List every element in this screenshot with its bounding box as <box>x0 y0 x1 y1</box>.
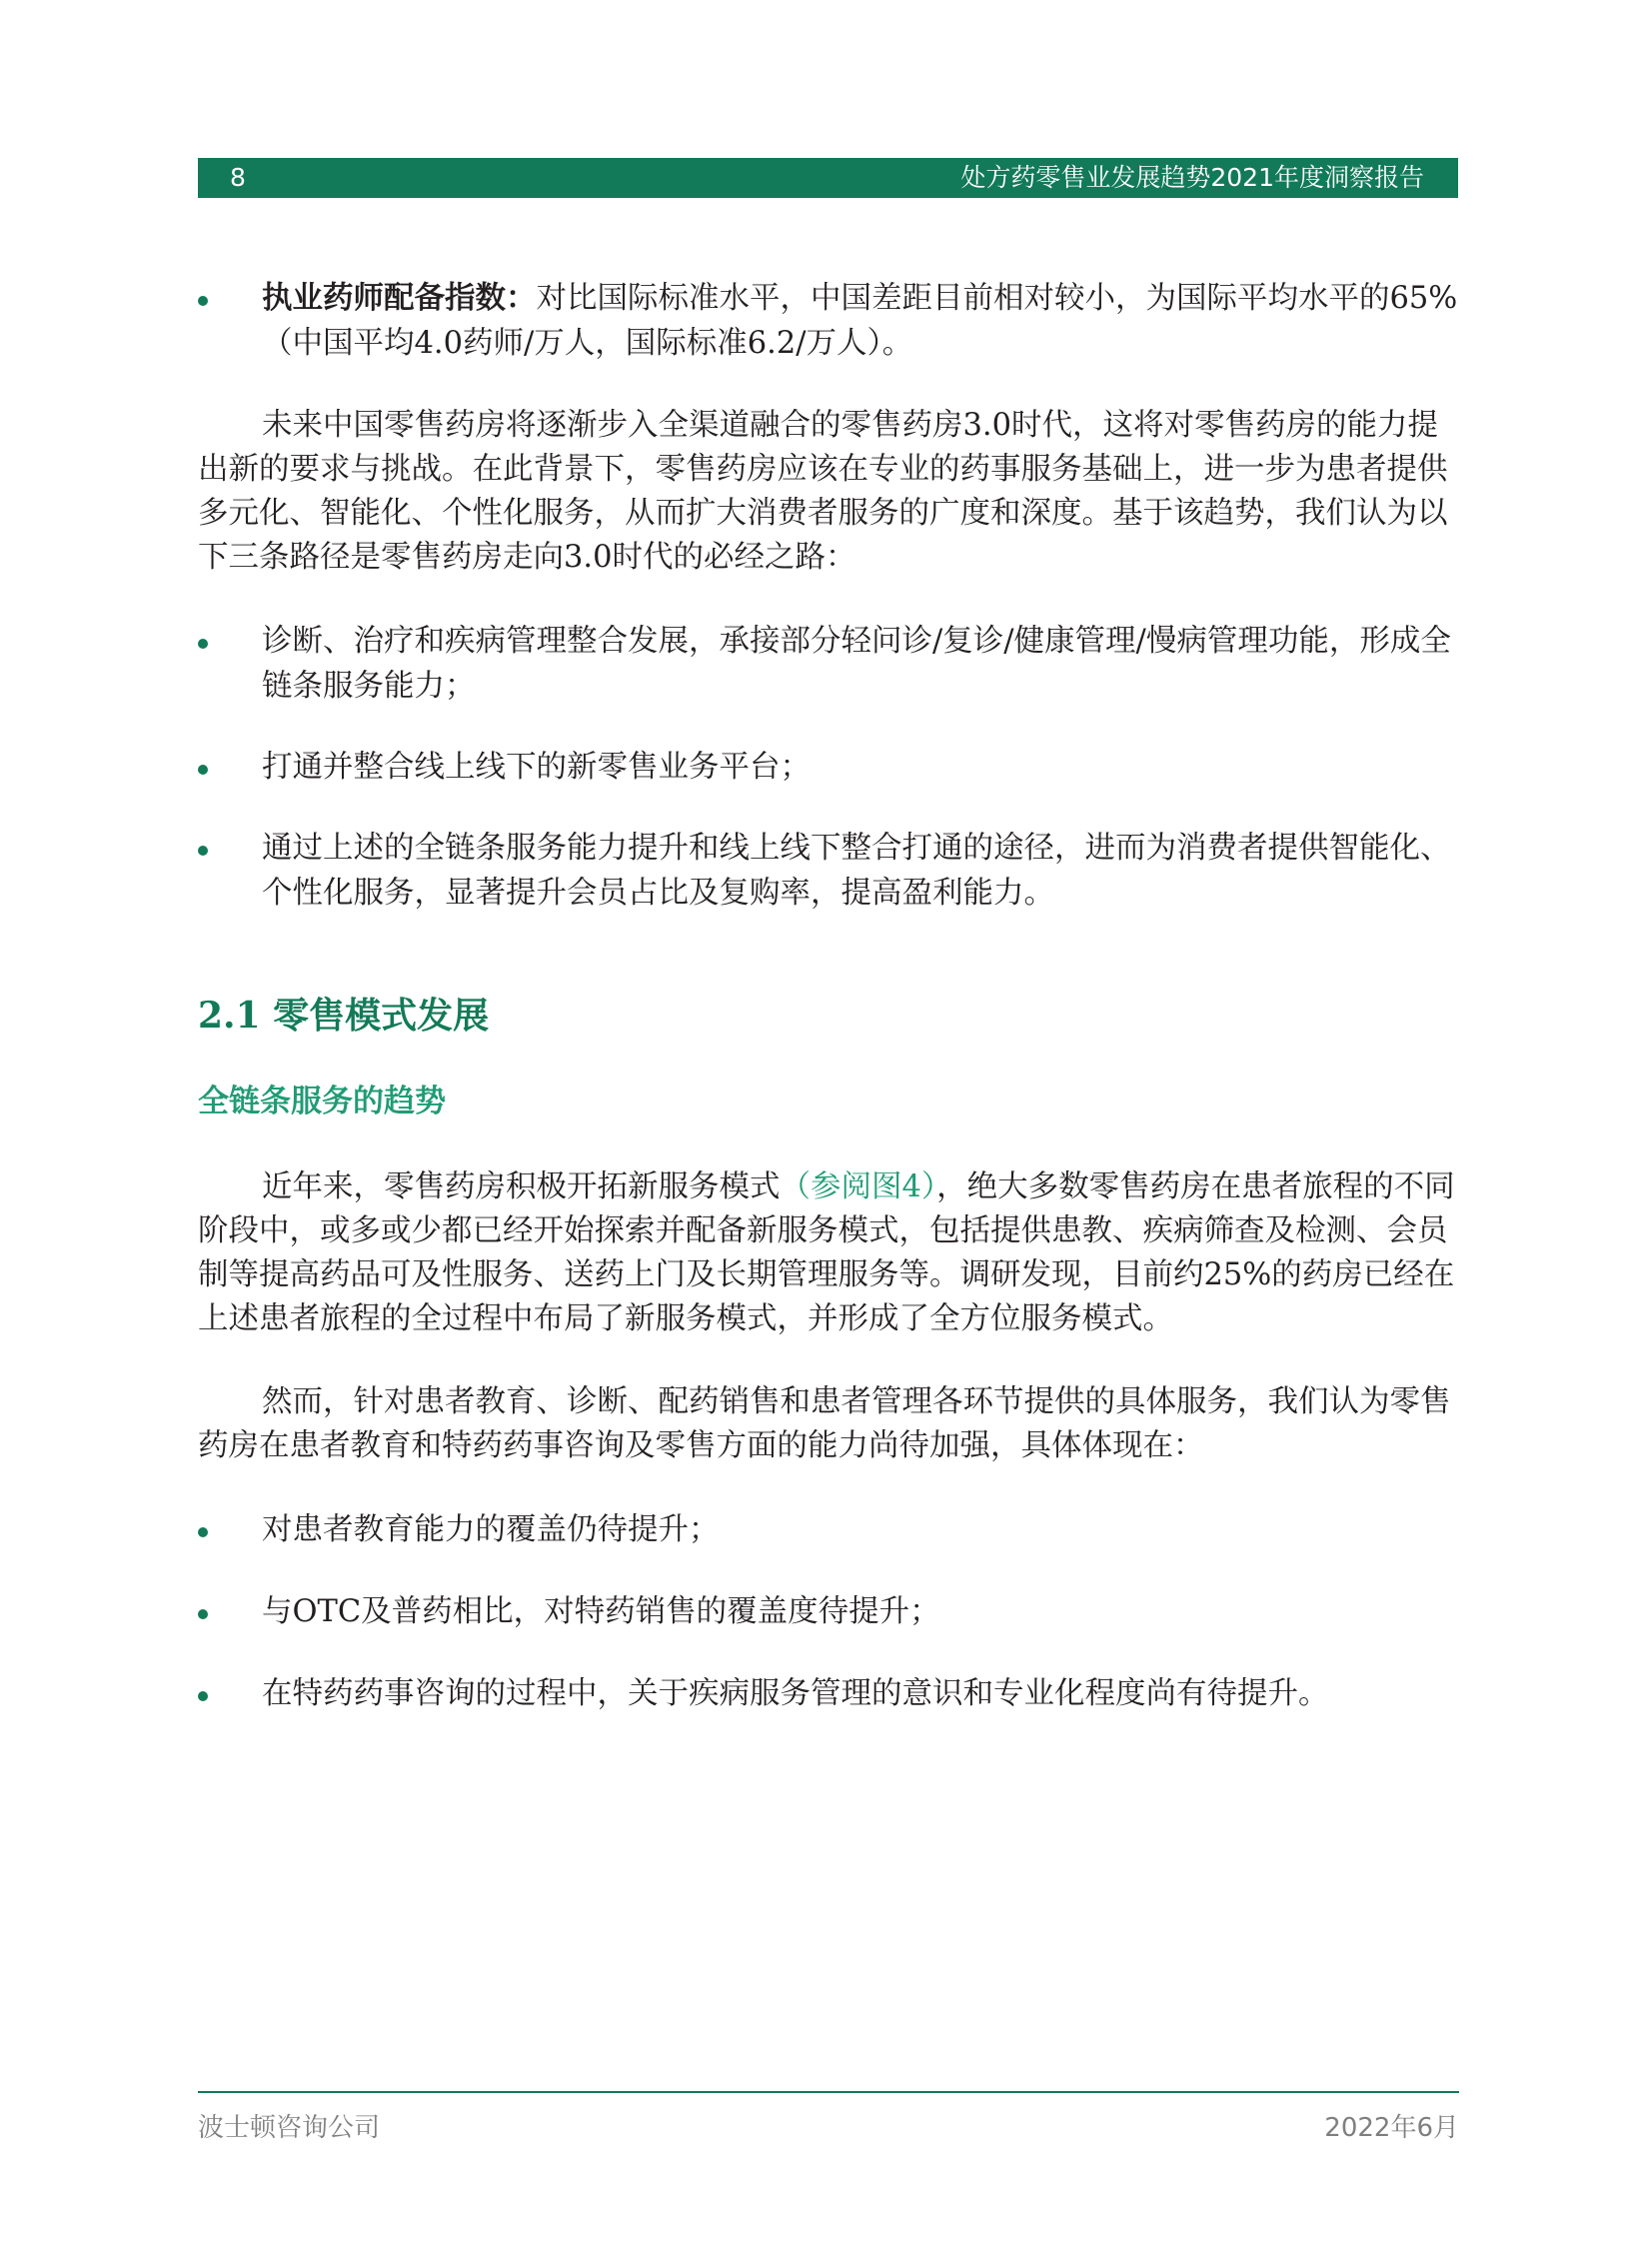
footer-divider <box>198 2091 1459 2093</box>
bullet-dot-icon <box>198 1691 208 1701</box>
path-item <box>198 826 1459 916</box>
gap-text: 与OTC及普药相比，对特药销售的覆盖度待提升； <box>262 1594 940 1629</box>
header-bar <box>198 158 1458 198</box>
paragraph-however: 然而，针对患者教育、诊断、配药销售和患者管理各环节提供的具体服务，我们认为零售药房在患者教育和特药药事咨询及零售方面的能力尚待加强，具体体现在： <box>198 1384 1451 1463</box>
gap-text: 在特药药事咨询的过程中，关于疾病服务管理的意识和专业化程度尚有待提升。 <box>262 1676 1329 1711</box>
footer-date: 2022年6月 <box>1324 2113 1459 2143</box>
bullet-text: 对比国际标准水平，中国差距目前相对较小，为国际平均水平的65%（中国平均4.0药师/万人，国际标准6.2/万人）。 <box>262 281 1458 361</box>
section-title: 2.1 零售模式发展 <box>198 995 490 1037</box>
gap-text: 对患者教育能力的覆盖仍待提升； <box>262 1512 720 1547</box>
page-number: 8 <box>230 163 246 192</box>
paragraph-future: 未来中国零售药房将逐渐步入全渠道融合的零售药房3.0时代，这将对零售药房的能力提出新的要求与挑战。在此背景下，零售药房应该在专业的药事服务基础上，进一步为患者提供多元化、智能化、个性化服务，从而扩大消费者服务的广度和深度。基于该趋势，我们认为以下三条路径是零售药房走向3.0时代的必经之路： <box>198 408 1448 575</box>
bullet-pharmacist-index <box>198 276 1459 366</box>
gap-item <box>198 1507 1459 1552</box>
figure-reference-link[interactable]: （参阅图4） <box>780 1169 937 1204</box>
path-text: 诊断、治疗和疾病管理整合发展，承接部分轻问诊/复诊/健康管理/慢病管理功能，形成全链条服务能力； <box>262 624 1451 704</box>
bullet-dot-icon <box>198 1527 208 1537</box>
gap-item <box>198 1589 1459 1634</box>
paragraph-recent-after: ，绝大多数零售药房在患者旅程的不同阶段中，或多或少都已经开始探索并配备新服务模式，包括提供患教、疾病筛查及检测、会员制等提高药品可及性服务、送药上门及长期管理服务等。调研发现，目前约25%的药房已经在上述患者旅程的全过程中布局了新服务模式，并形成了全方位服务模式。 <box>198 1169 1455 1336</box>
gap-item <box>198 1671 1459 1716</box>
footer-company: 波士顿咨询公司 <box>198 2113 381 2143</box>
bullet-bold-label: 执业药师配备指数： <box>262 280 537 316</box>
bullet-dot-icon <box>198 765 208 775</box>
path-item <box>198 619 1459 709</box>
path-text: 通过上述的全链条服务能力提升和线上线下整合打通的途径，进而为消费者提供智能化、个性化服务，显著提升会员占比及复购率，提高盈利能力。 <box>262 831 1451 911</box>
path-item <box>198 745 1459 790</box>
bullet-dot-icon <box>198 296 208 306</box>
bullet-dot-icon <box>198 1609 208 1619</box>
report-title: 处方药零售业发展趋势2021年度洞察报告 <box>960 163 1424 192</box>
path-text: 打通并整合线上线下的新零售业务平台； <box>262 750 811 785</box>
paragraph-recent-before: 近年来，零售药房积极开拓新服务模式 <box>262 1169 781 1204</box>
bullet-dot-icon <box>198 846 208 856</box>
paragraph-recent <box>198 1165 1459 1341</box>
subsection-title: 全链条服务的趋势 <box>198 1084 446 1120</box>
bullet-dot-icon <box>198 639 208 649</box>
